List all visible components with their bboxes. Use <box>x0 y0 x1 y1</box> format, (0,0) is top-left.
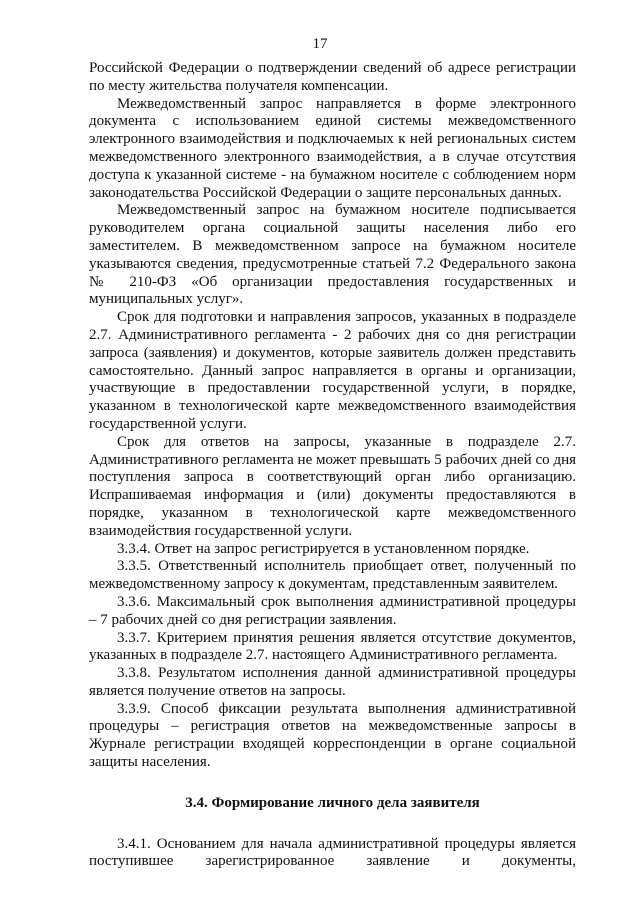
section-heading: 3.4. Формирование личного дела заявителя <box>185 794 480 811</box>
paragraph-3-4-1: 3.4.1. Основанием для начала административной процедуры является поступившее зарегистрированное заявление и документы, <box>89 835 576 870</box>
paragraph-3-3-6: 3.3.6. Максимальный срок выполнения административной процедуры – 7 рабочих дней со дня регистрации заявления. <box>89 593 576 628</box>
paragraph-3-3-9: 3.3.9. Способ фиксации результата выполнения административной процедуры – регистрация ответов на межведомственные запросы в Журнале регистрации входящей корреспонденции в органе социальной защиты населения. <box>89 700 576 771</box>
paragraph-continuation: Российской Федерации о подтверждении сведений об адресе регистрации по месту жительства получателя компенсации. <box>89 60 576 94</box>
paragraph-3-3-5: 3.3.5. Ответственный исполнитель приобщает ответ, полученный по межведомственному запросу к документам, представленным заявителем. <box>89 558 576 593</box>
paragraph-3-3-4: 3.3.4. Ответ на запрос регистрируется в установленном порядке. <box>117 540 530 557</box>
paragraph-electronic-request: Межведомственный запрос направляется в форме электронного документа с использованием единой системы межведомственного электронного взаимодействия и подключаемых к ней региональных систем межведомственного электронного взаимодействия, а в случае отсутствия доступа к указанной системе - на бумажном носителе с соблюдением норм законодательства Российской Федерации о защите персональных данных. <box>89 95 576 201</box>
paragraph-response-deadline: Срок для ответов на запросы, указанные в подразделе 2.7. Административного регламента не может превышать 5 рабочих дней со дня поступления запроса в соответствующий орган либо организацию. Испрашиваемая информация и (или) документы предоставляются в порядке, указанном в технологической карте межведомственного взаимодействия государственной услуги. <box>89 433 576 539</box>
page-content <box>89 60 576 871</box>
paragraph-request-deadline: Срок для подготовки и направления запросов, указанных в подразделе 2.7. Административного регламента - 2 рабочих дня со дня регистрации запроса (заявления) и документов, которые заявитель должен представить самостоятельно. Данный запрос направляется в органы и организации, участвующие в предоставлении государственной услуги, в порядке, указанном в технологической карте межведомственного взаимодействия государственной услуги. <box>89 309 576 432</box>
paragraph-3-3-7: 3.3.7. Критерием принятия решения является отсутствие документов, указанных в подразделе 2.7. настоящего Административного регламента. <box>89 629 576 664</box>
page-number: 17 <box>312 36 328 52</box>
paragraph-3-3-8: 3.3.8. Результатом исполнения данной административной процедуры является получение ответов на запросы. <box>89 665 576 699</box>
paragraph-paper-request: Межведомственный запрос на бумажном носителе подписывается руководителем органа социальной защиты населения либо его заместителем. В межведомственном запросе на бумажном носителе указываются сведения, предусмотренные статьей 7.2 Федерального закона № 210-ФЗ «Об организации предоставления государственных и муниципальных услуг». <box>89 202 576 308</box>
